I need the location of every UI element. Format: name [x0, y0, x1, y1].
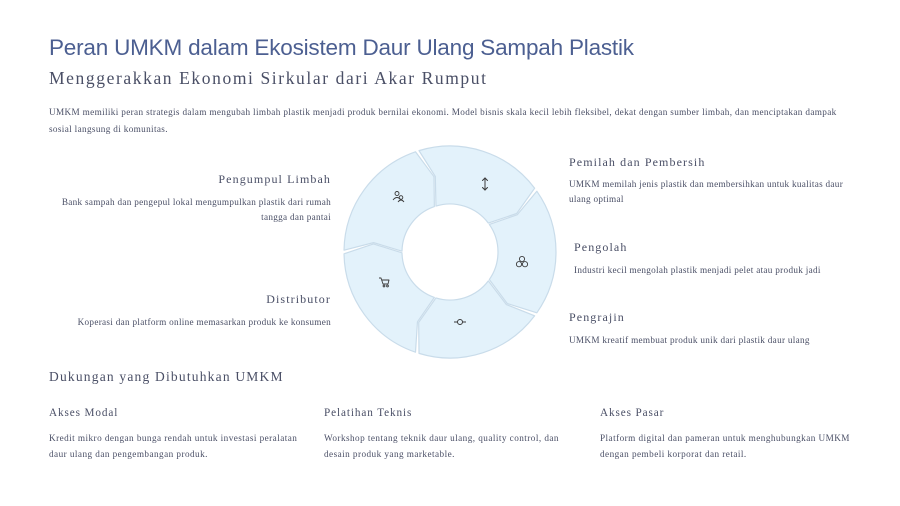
page-title: Peran UMKM dalam Ekosistem Daur Ulang Sampah Plastik: [49, 35, 634, 60]
segment-pengumpul: [344, 152, 434, 251]
step-pengolah: [574, 240, 854, 278]
segment-pemilah: [419, 146, 535, 223]
support-item-modal: [49, 407, 304, 462]
step-pemilah: [569, 155, 854, 207]
step-description: Bank sampah dan pengepul lokal mengumpulkan plastik dari rumah tangga dan pantai: [61, 197, 331, 222]
step-description: Industri kecil mengolah plastik menjadi pelet atau produk jadi: [574, 265, 821, 275]
intro-paragraph: UMKM memiliki peran strategis dalam mengubah limbah plastik menjadi produk bernilai ekonomi. Model bisnis skala kecil lebih fleksibel, dekat dengan sumber limbah, dan menciptakan dampak sosial langsung di komunitas.: [49, 107, 837, 134]
support-item-pasar: [600, 407, 855, 462]
step-title: Pengumpul Limbah: [218, 172, 331, 186]
step-description: UMKM kreatif membuat produk unik dari plastik daur ulang: [569, 335, 810, 345]
step-title: Pengrajin: [569, 310, 625, 324]
support-section-title: Dukungan yang Dibutuhkan UMKM: [49, 369, 284, 384]
support-item-title: Akses Pasar: [600, 407, 665, 419]
support-item-description: Kredit mikro dengan bunga rendah untuk investasi peralatan daur ulang dan pengembangan produk.: [49, 433, 298, 459]
step-distributor: [40, 292, 331, 330]
cycle-segments: [344, 146, 556, 358]
step-pengumpul: [50, 172, 331, 225]
step-description: UMKM memilah jenis plastik dan membersihkan untuk kualitas daur ulang optimal: [569, 179, 844, 204]
step-description: Koperasi dan platform online memasarkan produk ke konsumen: [77, 317, 331, 327]
support-item-pelatihan: [324, 407, 579, 462]
step-title: Pemilah dan Pembersih: [569, 155, 706, 169]
support-item-description: Platform digital dan pameran untuk menghubungkan UMKM dengan pembeli korporat dan retail.: [600, 433, 850, 459]
support-item-title: Akses Modal: [49, 407, 119, 419]
step-pengrajin: [569, 310, 854, 348]
support-item-title: Pelatihan Teknis: [324, 407, 413, 419]
cycle-diagram: [340, 142, 560, 362]
step-title: Distributor: [266, 292, 331, 306]
support-item-description: Workshop tentang teknik daur ulang, quality control, dan desain produk yang marketable.: [324, 433, 559, 459]
step-title: Pengolah: [574, 240, 628, 254]
page-subtitle: Menggerakkan Ekonomi Sirkular dari Akar Rumput: [49, 68, 488, 88]
